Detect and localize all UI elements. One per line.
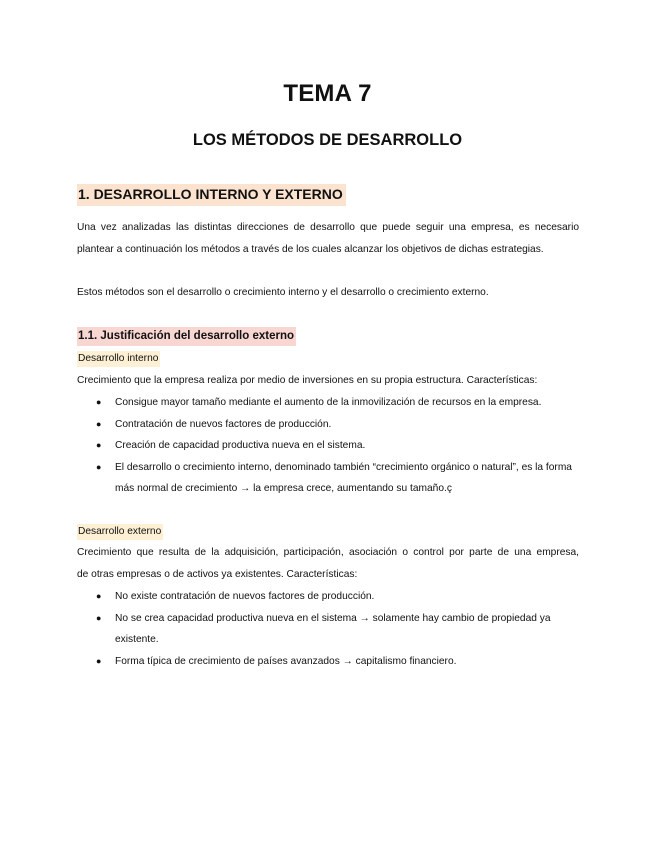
list-item [77, 608, 579, 651]
list-item-text: Contratación de nuevos factores de producción. [115, 418, 332, 430]
list-item [77, 435, 579, 457]
paragraph [77, 217, 579, 260]
list-item-text: El desarrollo o crecimiento interno, denominado también “crecimiento orgánico o natural”, es la forma más normal de crecimiento → la empresa crece, aumentando su tamaño.ç [115, 461, 572, 494]
list-item-text: Forma típica de crecimiento de países avanzados → capitalismo financiero. [115, 655, 457, 667]
bullet-icon: ● [96, 612, 102, 623]
section-heading-1: 1. DESARROLLO INTERNO Y EXTERNO [77, 184, 346, 206]
paragraph-interno-intro: Crecimiento que la empresa realiza por medio de inversiones en su propia estructura. Características: [77, 375, 538, 386]
bullet-icon: ● [96, 655, 102, 666]
list-item-text: Creación de capacidad productiva nueva en el sistema. [115, 440, 366, 451]
paragraph-line: de otras empresas o de activos ya existentes. Características: [77, 568, 358, 580]
bullet-icon: ● [96, 461, 102, 472]
paragraph: Estos métodos son el desarrollo o crecimiento interno y el desarrollo o crecimiento externo. [77, 287, 489, 298]
bullet-icon: ● [96, 591, 102, 601]
paragraph-line: plantear a continuación los métodos a través de los cuales alcanzar los objetivos de dichas estrategias. [77, 243, 544, 255]
list-item-text: No existe contratación de nuevos factores de producción. [115, 591, 375, 602]
subheading-externo: Desarrollo externo [77, 524, 163, 540]
paragraph-externo-intro [77, 542, 579, 585]
bullet-list-externo [77, 586, 579, 672]
list-item [77, 651, 579, 673]
section-heading-1-1: 1.1. Justificación del desarrollo externo [77, 327, 296, 346]
bullet-list-interno [77, 392, 579, 500]
bullet-icon: ● [96, 418, 102, 429]
list-item [77, 392, 579, 414]
subheading-interno: Desarrollo interno [77, 351, 160, 367]
paragraph-line: Crecimiento que resulta de la adquisición, participación, asociación o control por parte de una empresa, [77, 547, 579, 558]
page-subtitle: LOS MÉTODOS DE DESARROLLO [192, 131, 463, 149]
bullet-icon: ● [96, 440, 102, 450]
bullet-icon: ● [96, 397, 102, 407]
list-item-text: Consigue mayor tamaño mediante el aumento de la inmovilización de recursos en la empresa. [115, 397, 542, 408]
page-title: TEMA 7 [283, 80, 372, 107]
list-item [77, 457, 579, 500]
list-item [77, 586, 579, 608]
list-item [77, 414, 579, 436]
paragraph-line: Una vez analizadas las distintas direcciones de desarrollo que puede seguir una empresa, es necesario [77, 222, 579, 233]
list-item-text: No se crea capacidad productiva nueva en el sistema → solamente hay cambio de propiedad ya existente. [115, 612, 551, 645]
